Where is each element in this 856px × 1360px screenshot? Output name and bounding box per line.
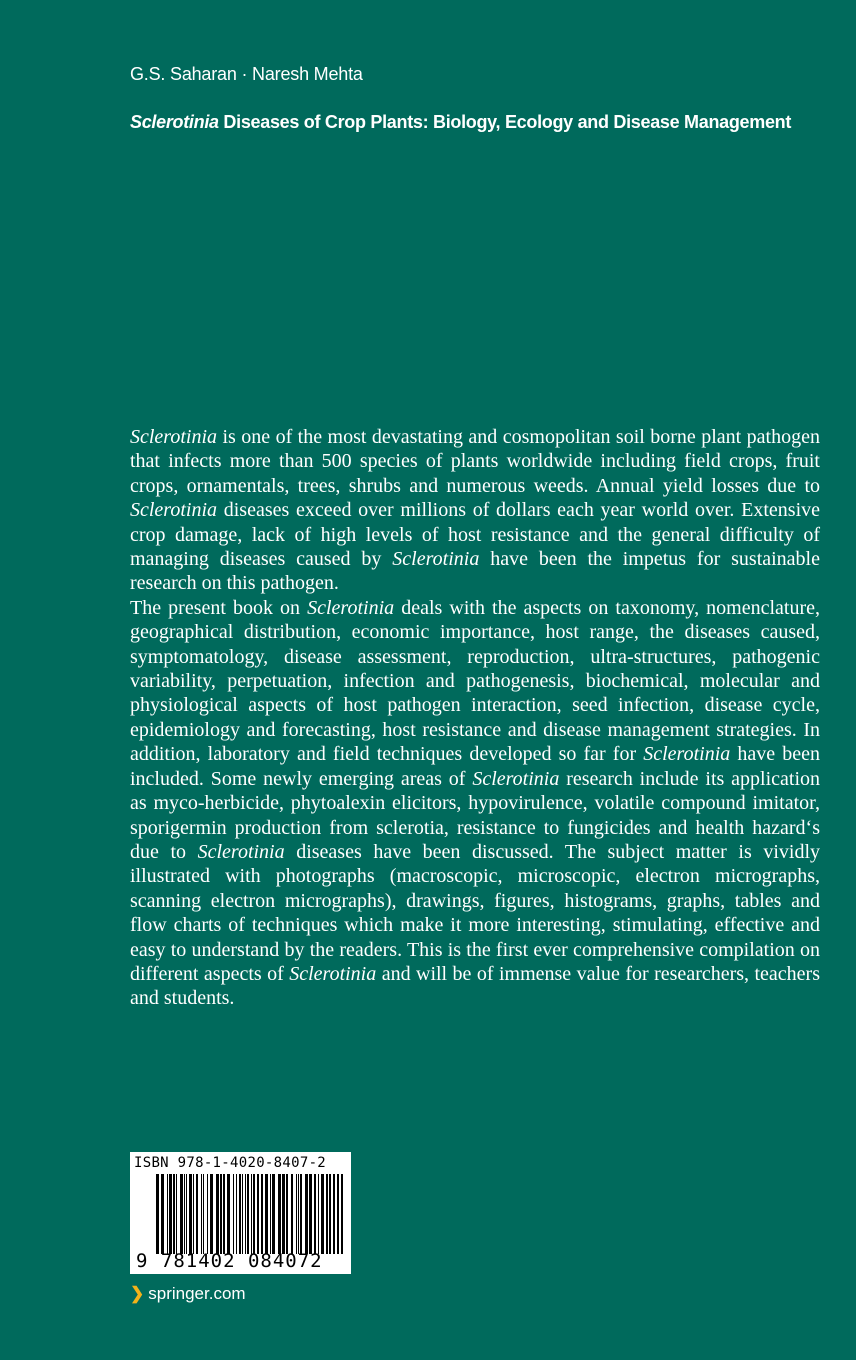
chevron-right-icon: ❯ (130, 1284, 145, 1303)
isbn-barcode (130, 1152, 351, 1274)
description-text: and will be of immense value for researchers, teachers and students. (130, 962, 820, 1010)
description-paragraph (130, 596, 820, 1011)
italic-term: Sclerotinia (392, 548, 480, 571)
description-text: deals with the aspects on taxonomy, nomenclature, geographical distribution, economic importance, host range, the diseases caused, symptomatology, disease assessment, reproduction, ultra-structures, pathogenic variability, perpetuation, infection and pathogenesis, biochemical, molecular and physiological aspects of host pathogen interaction, seed infection, disease cycle, epidemiology and forecasting, host resistance and disease management strategies. In addition, laboratory and field techniques developed so far for (130, 596, 820, 766)
italic-term: Sclerotinia (130, 499, 218, 522)
barcode-bars (156, 1174, 346, 1254)
website-label: springer.com (148, 1284, 246, 1303)
description-text: The present book on (130, 596, 308, 619)
description-text: have been included. Some newly emerging areas of (130, 743, 821, 790)
book-title-rest: Diseases of Crop Plants: Biology, Ecology and Disease Management (218, 112, 792, 132)
book-description (130, 425, 820, 1011)
description-text: research include its application as myco-herbicide, phytoalexin elicitors, hypovirulence, volatile compound imitator, sporigermin production from sclerotia, resistance to fungicides and health hazard‘s due to (130, 767, 821, 863)
italic-term: Sclerotinia (289, 962, 377, 985)
barcode-space (343, 1174, 344, 1254)
description-text: diseases exceed over millions of dollars each year world over. Extensive crop damage, lack of high levels of host resistance and the general difficulty of managing diseases caused by (130, 499, 820, 571)
description-text: have been the impetus for sustainable research on this pathogen. (130, 548, 820, 595)
publisher-website[interactable] (130, 1284, 246, 1304)
book-title (130, 112, 791, 133)
description-text: diseases have been discussed. The subject matter is vividly illustrated with photographs (macroscopic, microscopic, electron micrographs, scanning electron micrographs), drawings, figures, histograms, graphs, tables and flow charts of techniques which make it more interesting, stimulating, effective and easy to understand by the readers. This is the first ever comprehensive compilation on different aspects of (130, 840, 820, 985)
italic-term: Sclerotinia (472, 767, 560, 790)
author-names: G.S. Saharan · Naresh Mehta (130, 64, 363, 84)
italic-term: Sclerotinia (643, 743, 731, 766)
book-title-italic: Sclerotinia (130, 112, 219, 132)
isbn-label: ISBN 978-1-4020-8407-2 (134, 1155, 327, 1171)
description-text: is one of the most devastating and cosmopolitan soil borne plant pathogen that infects more than 500 species of plants worldwide including field crops, fruit crops, ornamentals, trees, shrubs and numerous weeds. Annual yield losses due to (130, 426, 820, 497)
italic-term: Sclerotinia (130, 426, 218, 448)
description-paragraph (130, 425, 820, 596)
italic-term: Sclerotinia (197, 840, 285, 863)
italic-term: Sclerotinia (307, 596, 395, 619)
barcode-digits: 9 781402 084072 (136, 1250, 323, 1272)
